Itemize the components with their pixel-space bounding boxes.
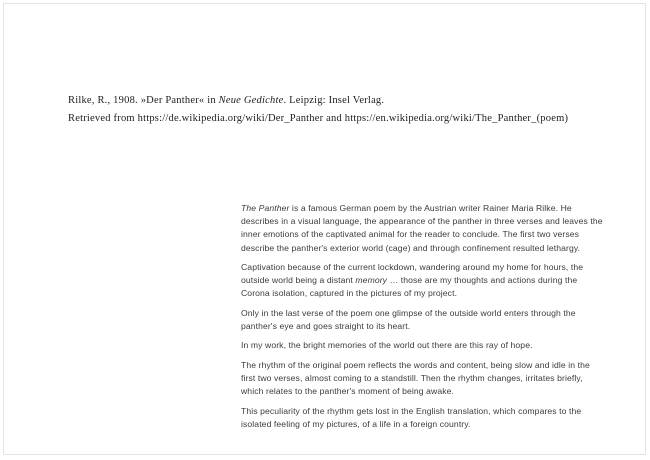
statement-paragraph-1-text: is a famous German poem by the Austrian writer Rainer Maria Rilke. He describes in a visual language, the appearance of the panther in three verses and leaves the inner emotions of the captivated animal for the reader to conclude. The first two verses describe the panther's exterior world (cage) and through confinement resulted lethargy. xyxy=(241,203,603,253)
statement-paragraph-3: Only in the last verse of the poem one glimpse of the outside world enters through the panther's eye and goes straight to its heart. xyxy=(241,307,576,331)
artist-statement xyxy=(241,202,603,431)
document-page xyxy=(3,3,646,455)
statement-paragraph-4: In my work, the bright memories of the world out there are this ray of hope. xyxy=(241,340,533,351)
citation-line-retrieved: Retrieved from https://de.wikipedia.org/wiki/Der_Panther and https://en.wikipedia.org/wiki/The_Panther_(poem) xyxy=(68,113,569,124)
statement-paragraph-6: This peculiarity of the rhythm gets lost in the English translation, which compares to the isolated feeling of my pictures, of a life in a foreign country. xyxy=(241,405,582,429)
statement-paragraph-1 xyxy=(241,202,603,255)
emphasis-memory: memory xyxy=(355,275,388,286)
source-citation xyxy=(68,92,588,128)
citation-book-title: Neue Gedichte xyxy=(218,95,284,106)
citation-reference-prefix: Rilke, R., 1908. »Der Panther« in xyxy=(68,95,219,106)
statement-paragraph-2-before: Captivation because of the current lockdown, wandering around my home for hours, the outside world being a distant xyxy=(241,262,584,286)
statement-paragraph-2 xyxy=(241,261,603,301)
statement-paragraph-5: The rhythm of the original poem reflects the words and content, being slow and idle in the first two verses, almost coming to a standstill. Then the rhythm changes, irritates briefly, which relates to the panther's moment of being awake. xyxy=(241,359,590,397)
citation-line-reference xyxy=(68,92,588,110)
poem-title: The Panther xyxy=(241,203,290,213)
citation-reference-suffix: . Leipzig: Insel Verlag. xyxy=(283,95,385,106)
statement-paragraph-2-after: … those are my thoughts and actions during the Corona isolation, captured in the pictures of my project. xyxy=(241,275,578,299)
